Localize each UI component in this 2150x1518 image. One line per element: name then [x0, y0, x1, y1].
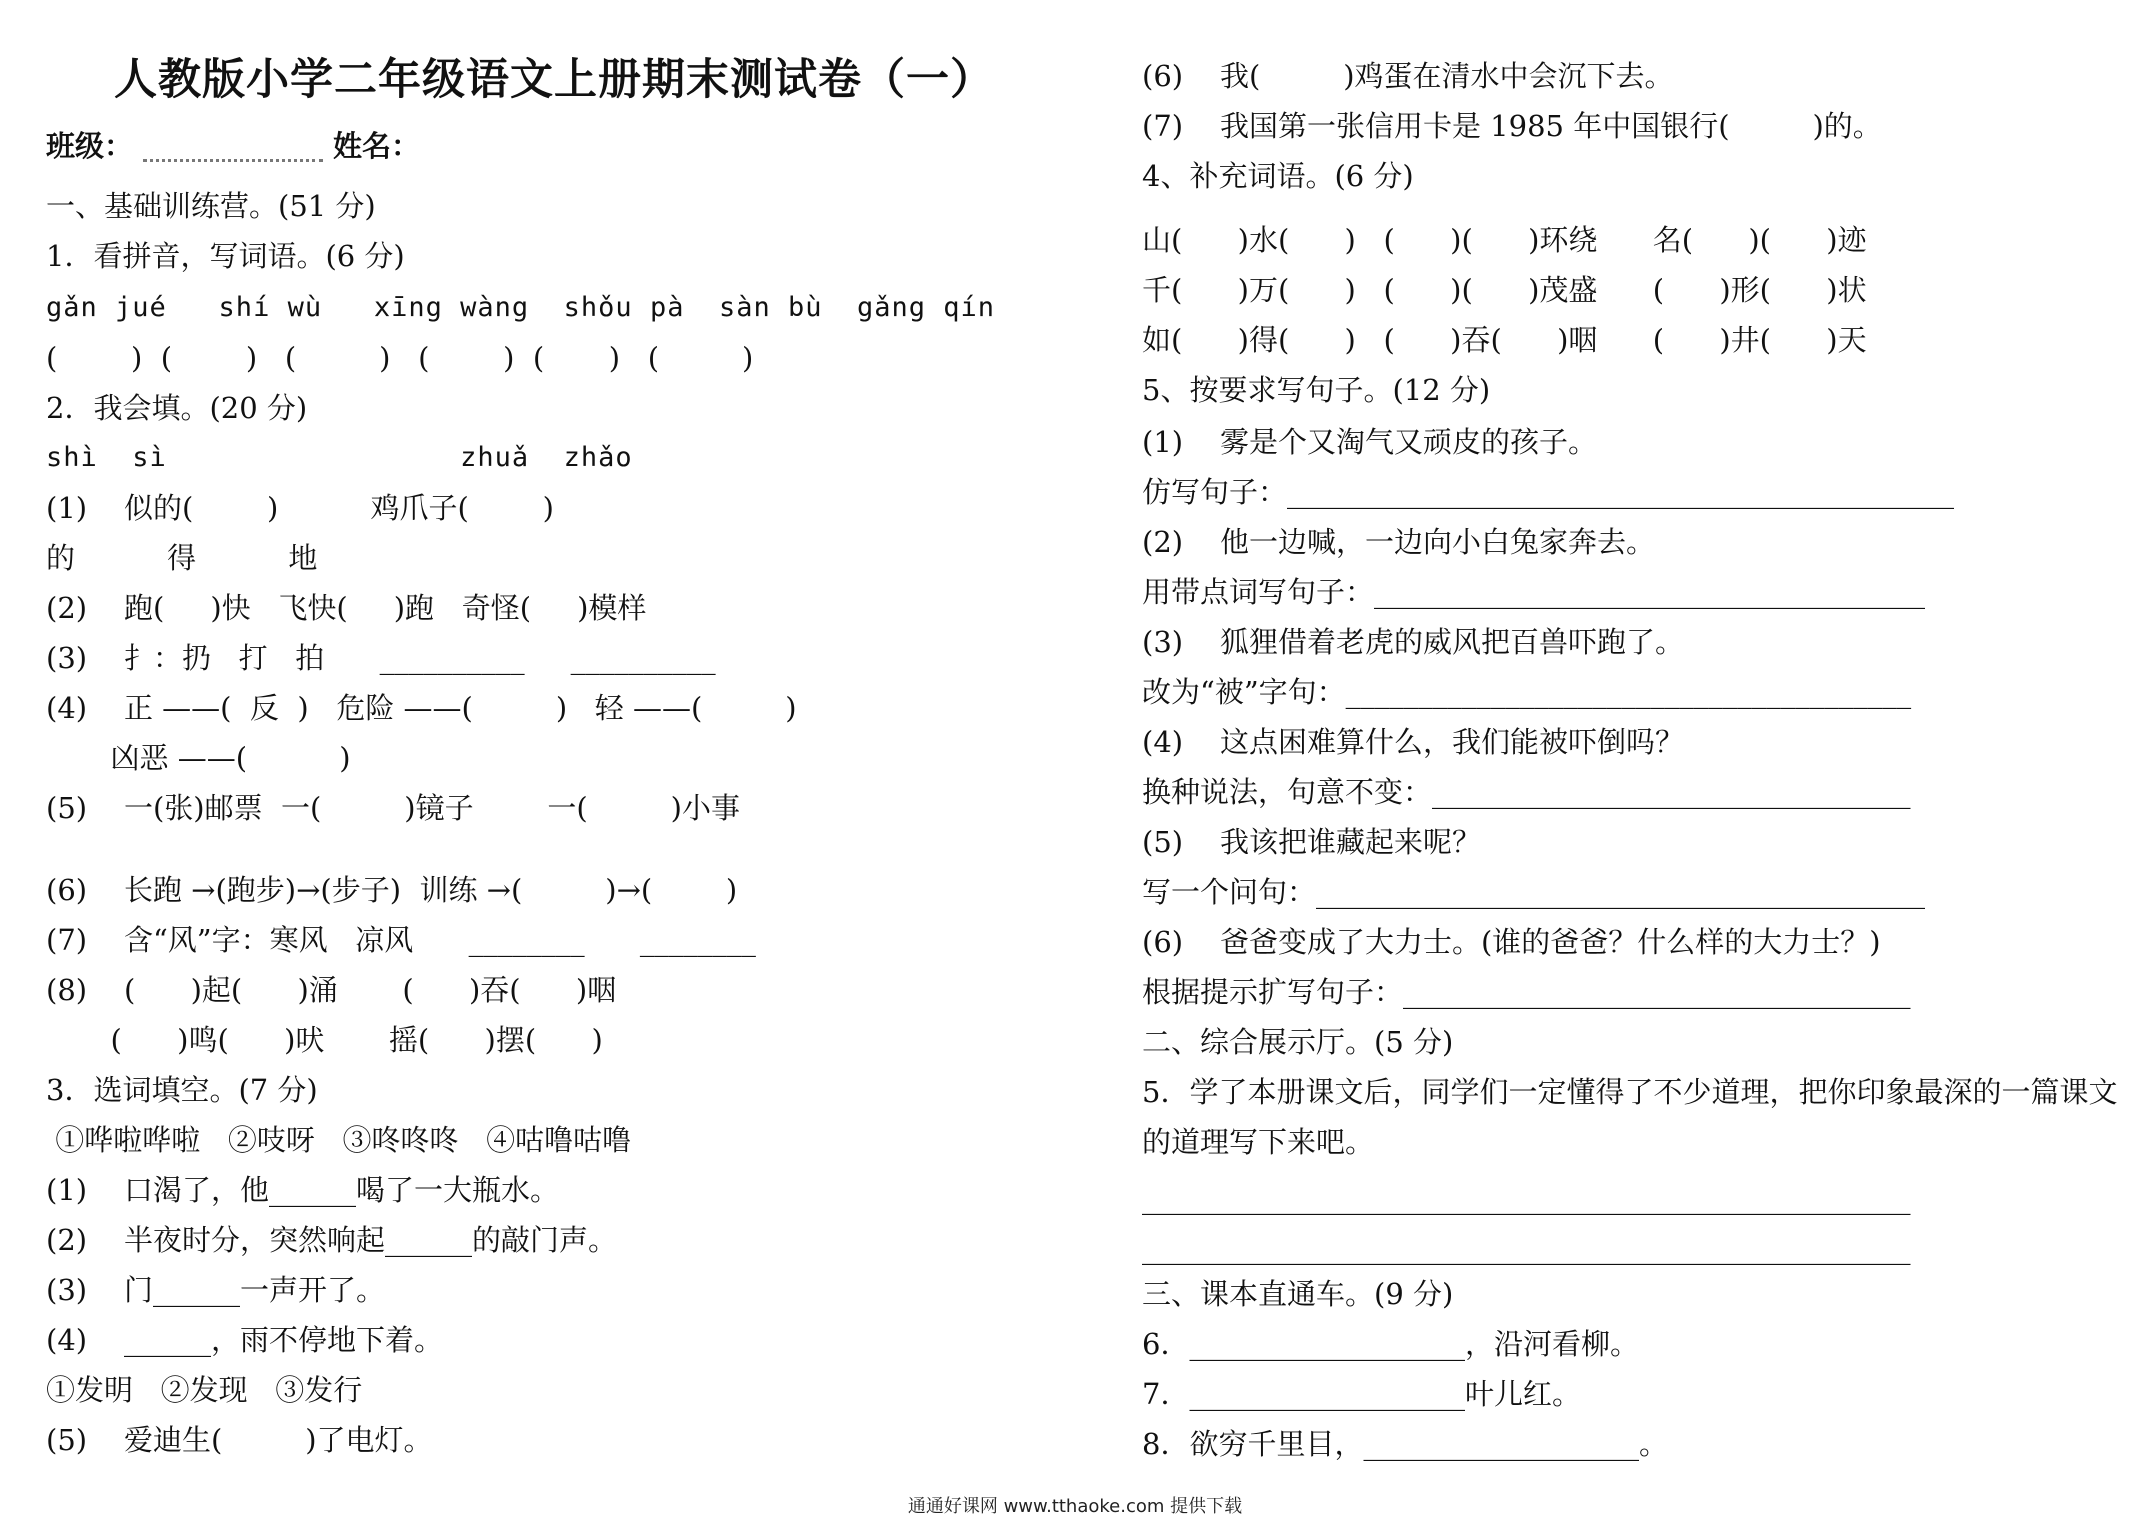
class-name-row	[46, 128, 420, 164]
pinyin-row: shì sì zhuǎ zhǎo	[46, 442, 633, 473]
question-line: 7．___________________叶儿红。	[1142, 1377, 1581, 1411]
question-line: (5) 爱迪生( )了电灯。	[46, 1423, 433, 1457]
answer-line[interactable]: 仿写句子：______________________________________________	[1142, 475, 1955, 509]
answer-brackets: ( ) ( ) ( ) ( ) ( ) ( )	[46, 341, 754, 375]
question-line: (2) 半夜时分，突然响起______的敲门声。	[46, 1223, 617, 1257]
answer-line[interactable]: 根据提示扩写句子：___________________________________	[1142, 975, 1911, 1009]
question-line: (3) 门______一声开了。	[46, 1273, 385, 1307]
answer-line[interactable]: _____________________________________________________	[1142, 1231, 1911, 1265]
section-heading: 二、综合展示厅。(5 分)	[1142, 1025, 1454, 1059]
question-line: (2) 他一边喊，一边向小白兔家奔去。	[1142, 525, 1655, 559]
answer-line[interactable]: 写一个问句：__________________________________________	[1142, 875, 1926, 909]
question-line: 5．学了本册课文后，同学们一定懂得了不少道理，把你印象最深的一篇课文	[1142, 1075, 2118, 1109]
question-heading: 4、补充词语。(6 分)	[1142, 159, 1414, 193]
idiom-row: 山( )水( ) ( )( )环绕 名( )( )迹	[1142, 223, 1867, 257]
pinyin-row: gǎn jué shí wù xīng wàng shǒu pà sàn bù gǎng qín	[46, 292, 996, 323]
footer-credit: 通通好课网 www.tthaoke.com 提供下载	[907, 1496, 1243, 1517]
question-line: (3) 狐狸借着老虎的威风把百兽吓跑了。	[1142, 625, 1684, 659]
question-line: 8．欲穷千里目，___________________。	[1142, 1427, 1668, 1461]
question-line: (4) 这点困难算什么，我们能被吓倒吗？	[1142, 725, 1684, 759]
question-line: (4) ______，雨不停地下着。	[46, 1323, 443, 1357]
question-line: (4) 正 ——( 反 ) 危险 ——( ) 轻 ——( )	[46, 691, 797, 725]
answer-line[interactable]: 换种说法，句意不变：_________________________________	[1142, 775, 1911, 809]
question-line: 凶恶 ——( )	[46, 741, 351, 775]
question-heading: 3．选词填空。(7 分)	[46, 1073, 318, 1107]
question-line: (6) 爸爸变成了大力士。(谁的爸爸？什么样的大力士？)	[1142, 925, 1881, 959]
page-title: 人教版小学二年级语文上册期末测试卷（一）	[114, 55, 994, 105]
question-line: (7) 我国第一张信用卡是 1985 年中国银行( )的。	[1142, 109, 1882, 143]
question-line: (8) ( )起( )涌 ( )吞( )咽	[46, 973, 617, 1007]
question-line: (3) 扌：扔 打 拍 __________ __________	[46, 641, 716, 675]
idiom-row: 千( )万( ) ( )( )茂盛 ( )形( )状	[1142, 273, 1867, 307]
answer-line[interactable]: 用带点词写句子：______________________________________	[1142, 575, 1926, 609]
question-line: 6．___________________，沿河看柳。	[1142, 1327, 1639, 1361]
question-line: 的 得 地	[46, 541, 318, 575]
section-heading: 三、课本直通车。(9 分)	[1142, 1277, 1454, 1311]
question-heading: 1．看拼音，写词语。(6 分)	[46, 239, 405, 273]
word-options: ①哗啦哗啦 ②吱呀 ③咚咚咚 ④咕噜咕噜	[46, 1123, 632, 1157]
question-line: 的道理写下来吧。	[1142, 1125, 1375, 1159]
question-line: (5) 一(张)邮票 一( )镜子 一( )小事	[46, 791, 740, 825]
section-heading: 一、基础训练营。(51 分)	[46, 189, 376, 223]
class-blank[interactable]	[143, 135, 323, 162]
question-heading: 5、按要求写句子。(12 分)	[1142, 373, 1491, 407]
question-line: (1) 似的( ) 鸡爪子( )	[46, 491, 554, 525]
answer-line[interactable]: 改为“被”字句：_______________________________________	[1142, 675, 1912, 709]
question-line: ( )鸣( )吠 摇( )摆( )	[46, 1023, 603, 1057]
question-line: (6) 长跑 →(跑步)→(步子) 训练 →( )→( )	[46, 873, 738, 907]
question-line: (5) 我该把谁藏起来呢？	[1142, 825, 1481, 859]
idiom-row: 如( )得( ) ( )吞( )咽 ( )井( )天	[1142, 323, 1867, 357]
question-heading: 2．我会填。(20 分)	[46, 391, 308, 425]
question-line: (6) 我( )鸡蛋在清水中会沉下去。	[1142, 59, 1674, 93]
question-line: (1) 口渴了，他______喝了一大瓶水。	[46, 1173, 559, 1207]
question-line: (1) 雾是个又淘气又顽皮的孩子。	[1142, 425, 1597, 459]
question-line: (2) 跑( )快 飞快( )跑 奇怪( )模样	[46, 591, 647, 625]
name-label: 姓名：	[333, 129, 421, 163]
question-line: (7) 含“风”字：寒风 凉风 ________ ________	[46, 923, 756, 957]
word-options: ①发明 ②发现 ③发行	[46, 1373, 363, 1407]
class-label: 班级：	[46, 129, 134, 163]
answer-line[interactable]: _____________________________________________________	[1142, 1181, 1911, 1215]
